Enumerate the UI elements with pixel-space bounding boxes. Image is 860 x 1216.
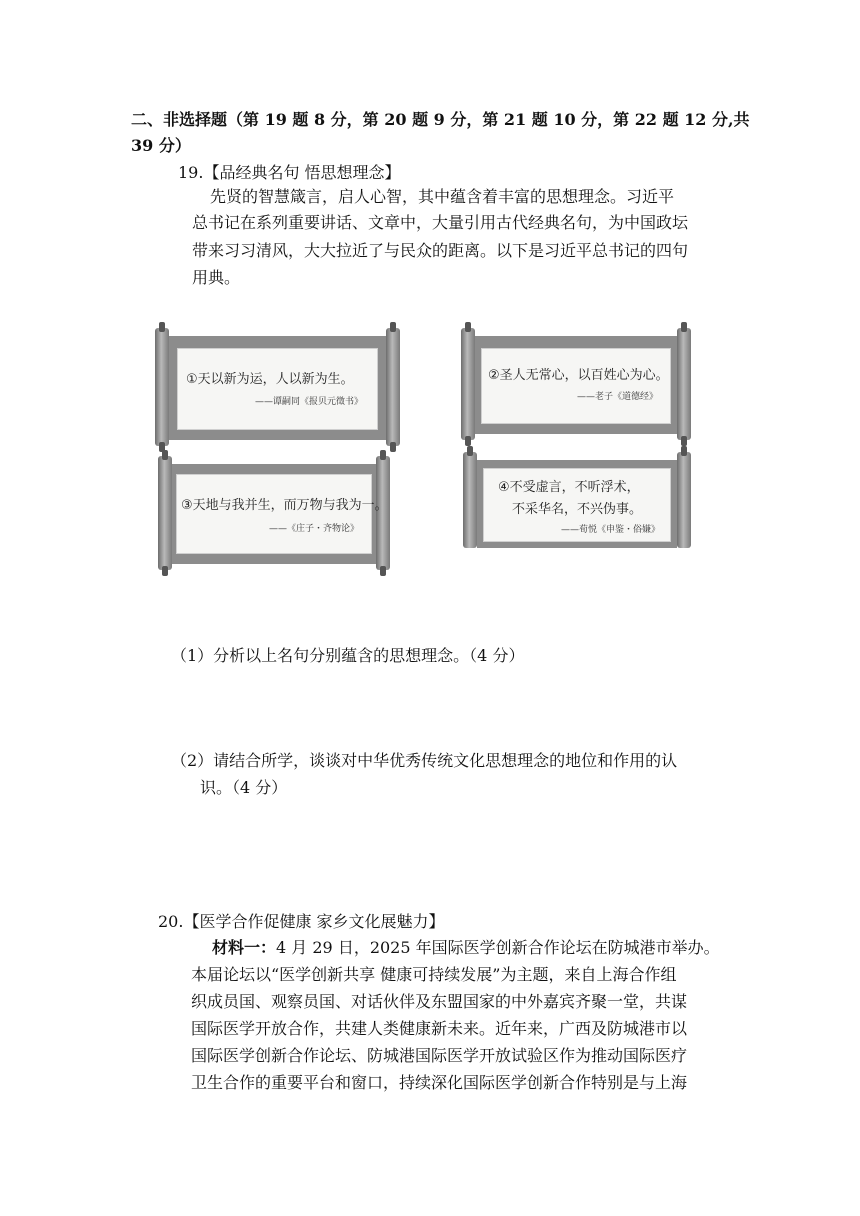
quote-text: 不采华名，不兴伪事。	[512, 502, 643, 517]
q19-sub1: （1）分析以上名句分别蕴含的思想理念。（4 分）	[171, 646, 525, 665]
scroll-quote-3	[158, 456, 390, 570]
scroll-rod	[463, 452, 477, 548]
quote-text: ②圣人无常心，以百姓心为心。	[488, 368, 669, 383]
q19-sub2-line2: 识。（4 分）	[200, 778, 288, 797]
section-header-line1: 二、非选择题（第 19 题 8 分，第 20 题 9 分，第 21 题 10 分，第 22 题 12 分,共	[131, 110, 750, 129]
scroll-paper	[176, 474, 388, 554]
q20-material-line: 卫生合作的重要平台和窗口，持续深化国际医学创新合作特别是与上海	[191, 1073, 688, 1092]
quote-source: ——荀悦《申鉴・俗嫌》	[560, 525, 660, 535]
scroll-rod	[677, 452, 691, 548]
q19-intro-line: 用典。	[192, 268, 241, 287]
q20-material-line: 国际医学创新合作论坛、防城港国际医学开放试验区作为推动国际医疗	[191, 1046, 688, 1065]
quote-text: ①天以新为运，人以新为生。	[186, 372, 354, 387]
q19-sub2-line1: （2）请结合所学，谈谈对中华优秀传统文化思想理念的地位和作用的认	[171, 751, 678, 770]
scroll-rod	[386, 328, 400, 446]
scroll-paper	[483, 468, 671, 542]
q20-material-line: 织成员国、观察员国、对话伙伴及东盟国家的中外嘉宾齐聚一堂，共谋	[191, 992, 688, 1011]
q19-intro-line: 总书记在系列重要讲话、文章中，大量引用古代经典名句，为中国政坛	[192, 213, 689, 232]
q19-intro-line: 带来习习清风，大大拉近了与民众的距离。以下是习近平总书记的四句	[192, 241, 689, 260]
scroll-quote-4	[463, 452, 691, 548]
q20-material-line: 本届论坛以“医学创新共享 健康可持续发展”为主题，来自上海合作组	[191, 965, 677, 984]
material-label: 材料一：	[212, 938, 277, 957]
quote-text: ③天地与我并生，而万物与我为一。	[181, 498, 388, 513]
q19-intro-line: 先贤的智慧箴言，启人心智，其中蕴含着丰富的思想理念。习近平	[210, 187, 675, 206]
scroll-paper	[481, 348, 671, 424]
quote-source: ——老子《道德经》	[576, 392, 658, 402]
scroll-rod	[158, 456, 172, 570]
scroll-quote-2	[461, 328, 691, 440]
quote-source: ——谭嗣同《报贝元徵书》	[254, 397, 363, 407]
scroll-paper	[177, 348, 378, 430]
q20-material-line: 国际医学开放合作，共建人类健康新未来。近年来，广西及防城港市以	[191, 1019, 688, 1038]
material-text: 4 月 29 日，2025 年国际医学创新合作论坛在防城港市举办。	[276, 938, 720, 957]
scroll-quote-1	[155, 328, 400, 446]
quote-source: ——《庄子・齐物论》	[268, 524, 359, 534]
q19-title: 19.【品经典名句 悟思想理念】	[178, 163, 401, 182]
q20-material-line1	[212, 937, 720, 959]
section-header-line2: 39 分）	[131, 136, 191, 155]
quote-text: ④不受虚言，不听浮术，	[498, 480, 640, 495]
scroll-rod	[461, 328, 475, 440]
scroll-rod	[155, 328, 169, 446]
scroll-rod	[677, 328, 691, 440]
q20-title: 20.【医学合作促健康 家乡文化展魅力】	[158, 912, 445, 931]
